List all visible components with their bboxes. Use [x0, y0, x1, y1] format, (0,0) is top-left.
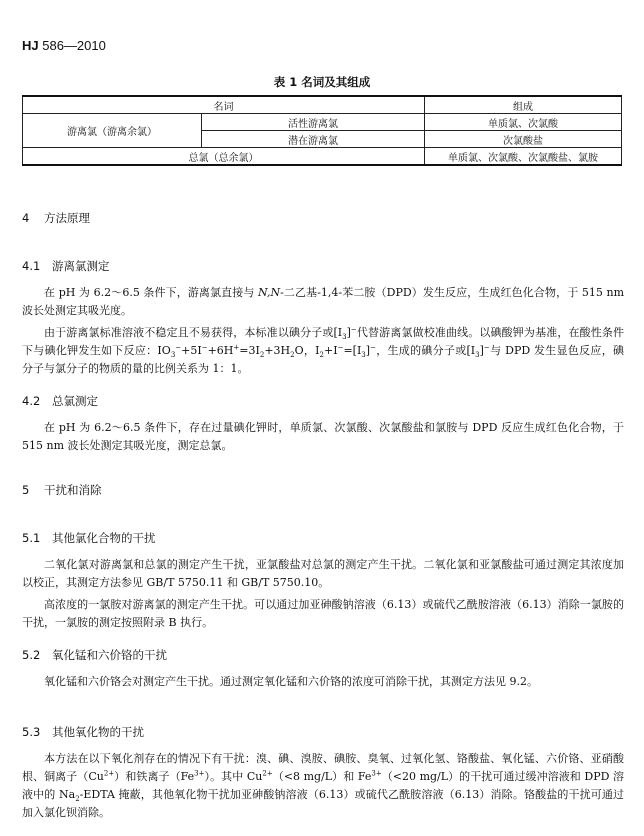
- section-title: 其他氧化物的干扰: [52, 725, 144, 739]
- section-5-heading: [22, 482, 102, 498]
- section-title: 总氯测定: [52, 394, 98, 408]
- cell-active-free: 活性游离氯: [202, 114, 425, 131]
- section-title: 方法原理: [44, 211, 90, 225]
- header-term: 名词: [23, 96, 425, 114]
- cell-free-chlorine: 游离氯（游离余氯）: [23, 114, 202, 148]
- section-title: 干扰和消除: [44, 483, 102, 497]
- section-number: 4: [22, 211, 30, 225]
- section-5-1-heading: [22, 530, 156, 546]
- section-title: 其他氯化合物的干扰: [52, 531, 156, 545]
- section-number: 5.2: [22, 648, 41, 662]
- table-header-row: [23, 96, 622, 114]
- section-4-2-heading: [22, 393, 98, 409]
- standard-code-prefix: HJ: [22, 38, 39, 53]
- paragraph-4-1-b: 由于游离氯标准溶液不稳定且不易获得，本标准以碘分子或$[I_3]^-$代替游离氯做校准曲线。以碘酸钾为基准，在酸性条件下与碘化钾发生如下反应：$IO_3^-+5I^-+6H^+=3I_2+3H_2O$，$I_2+I^-=[I_3]^-$，生成的碘分子或$[I_3]^-$与 DPD 发生显色反应，碘分子与氯分子的物质的量的比例关系为 1：1。: [22, 325, 625, 375]
- section-number: 5: [22, 483, 30, 497]
- section-number: 4.1: [22, 259, 41, 273]
- section-number: 4.2: [22, 394, 41, 408]
- paragraph-4-2: 在 pH 为 6.2～6.5 条件下，存在过量碘化钾时，单质氯、次氯酸、次氯酸盐和氯胺与 DPD 反应生成红色化合物，于 515 nm 波长处测定其吸光度，测定总氯。: [22, 421, 624, 452]
- cell-total-chlorine: 总氯（总余氯）: [23, 148, 425, 166]
- paragraph-5-2: 氧化锰和六价铬会对测定产生干扰。通过测定氧化锰和六价铬的浓度可消除干扰，其测定方法见 9.2。: [44, 675, 538, 688]
- table-row: [23, 148, 622, 166]
- table-row: [23, 114, 622, 131]
- cell-total-comp: 单质氯、次氯酸、次氯酸盐、氯胺: [425, 148, 622, 166]
- section-number: 5.3: [22, 725, 41, 739]
- section-number: 5.1: [22, 531, 41, 545]
- section-4-1-heading: [22, 258, 110, 274]
- paragraph-4-1-a: 在 pH 为 6.2～6.5 条件下，游离氯直接与 N,N-二乙基-1,4-苯二胺（DPD）发生反应，生成红色化合物，于 515 nm 波长处测定其吸光度。: [22, 286, 624, 317]
- paragraph-5-1-b: 高浓度的一氯胺对游离氯的测定产生干扰。可以通过加亚砷酸钠溶液（6.13）或硫代乙酰胺溶液（6.13）消除一氯胺的干扰，一氯胺的测定按照附录 B 执行。: [22, 598, 624, 629]
- standard-code: [22, 38, 106, 53]
- paragraph-5-3: 本方法在以下氧化剂存在的情况下有干扰：溴、碘、溴胺、碘胺、臭氧、过氧化氢、铬酸盐、氧化锰、六价铬、亚硝酸根、铜离子$(Cu^{2+})$和铁离子$(Fe^{3+})$。其中 $Cu^{2+}(<8$ mg/L）和 $Fe^{3+}(<20$ mg/L）的干扰可通过缓冲溶液和 DPD 溶液中的 $Na_2$-EDTA 掩蔽，其他氧化物干扰加亚砷酸钠溶液（6.13）或硫代乙酰胺溶液（6.13）消除。铬酸盐的干扰可通过加入氯化钡消除。: [22, 752, 624, 819]
- header-composition: 组成: [425, 96, 622, 114]
- section-title: 氧化锰和六价铬的干扰: [52, 648, 167, 662]
- section-title: 游离氯测定: [52, 259, 110, 273]
- table-title: 表 1 名词及其组成: [273, 75, 371, 89]
- standard-code-number: 586—2010: [38, 38, 106, 53]
- cell-active-free-comp: 单质氯、次氯酸: [425, 114, 622, 131]
- section-4-heading: [22, 210, 90, 226]
- terms-table: [22, 95, 622, 166]
- cell-latent-free-comp: 次氯酸盐: [425, 131, 622, 148]
- paragraph-5-1-a: 二氧化氯对游离氯和总氯的测定产生干扰，亚氯酸盐对总氯的测定产生干扰。二氧化氯和亚氯酸盐可通过测定其浓度加以校正，其测定方法参见 GB/T 5750.11 和 GB/T 5750.10。: [22, 558, 624, 589]
- cell-latent-free: 潜在游离氯: [202, 131, 425, 148]
- section-5-2-heading: [22, 647, 167, 663]
- section-5-3-heading: [22, 724, 144, 740]
